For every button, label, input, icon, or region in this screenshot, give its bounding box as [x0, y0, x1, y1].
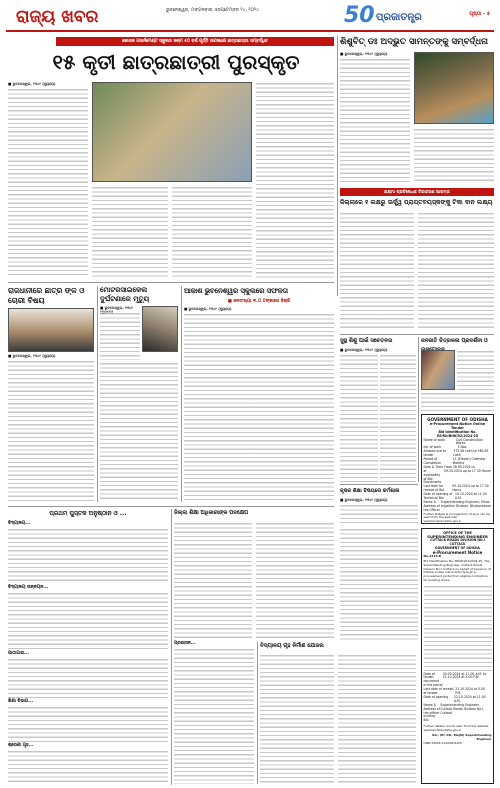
lead-body-col4 — [256, 82, 334, 278]
left-mid-photo — [8, 308, 94, 352]
left-col-sub2: ବିଦ୍ୟାଳୟ ଉନ୍ନୟନ... — [8, 585, 49, 590]
portrait-body-col1 — [457, 350, 494, 390]
ad2-subtitle: CUTTACK ROADS DIVISION NO.I CUTTACK — [430, 538, 485, 546]
right-lower-body — [340, 528, 418, 640]
lead-group-photo — [92, 82, 252, 182]
section-rule — [8, 506, 334, 507]
pipe-dateline: ■ ଭୁବନେଶ୍ୱର, ୨୩।୯ (ବ୍ୟୁରୋ) — [184, 307, 232, 311]
column-rule — [337, 36, 338, 296]
right-dateline: ■ ଭୁବନେଶ୍ୱର, ୨୩।୯ (ବ୍ୟୁରୋ) — [340, 52, 388, 56]
right-body-col2 — [414, 128, 494, 184]
left-col-body2 — [8, 592, 168, 650]
column-rule — [97, 286, 98, 502]
page-number: ପୃଷ୍ଠା - ୫ — [469, 11, 490, 17]
center-mid-dateline: ■ ଭୁବନେଶ୍ୱର, ୨୩।୯ — [100, 306, 133, 310]
portrait-body-col2 — [421, 392, 494, 412]
ad2-oipr: OIPR-34001/11/0002/2425 — [423, 741, 462, 746]
meeting-headline: ଜିଲ୍ଲା ଶିକ୍ଷା ଅଧିକାରୀଙ୍କ ପଦକ୍ଷେପ — [174, 510, 249, 516]
meeting-body-col1 — [174, 522, 252, 640]
column-rule — [181, 286, 182, 502]
vaccine-kicker: ଯକ୍ଷ୍ମା ପ୍ରତିଷେଧକ ଟିକାକରଣ ଆରମ୍ଭ — [340, 188, 494, 196]
vaccine-body-col2 — [418, 212, 494, 330]
ad1-row: Date & Time of availability of Bid Documents From 28.09.2024 to 09.10.2024 up to 17.30 Hours — [423, 464, 491, 485]
rabi-headline: କୃଷକ ଶିକ୍ଷା ବିଷୟରେ କର୍ମଶାଳା — [340, 488, 400, 494]
pipe-headline: ଆକାଶ ଭୁବନେଶ୍ୱର ସ୍କୁଲରେ ସଫଳତା — [184, 287, 288, 295]
portrait-photo — [421, 350, 455, 390]
left-col-sub1: ବିଦ୍ୟାଳୟ... — [8, 521, 31, 526]
lead-body-col2 — [92, 186, 168, 278]
rabi-dateline: ■ ଭୁବନେଶ୍ୱର, ୨୩।୯ (ବ୍ୟୁରୋ) — [340, 498, 388, 502]
ad1-row: Amount put to tender ₹75.58 Lakh to ₹80.85 Lakh — [423, 449, 489, 458]
ad2-row: Date of tender document in the portal 30.09.2024 at 11.00 A.M. to 21.10.2024 at 5.00 P.M. — [423, 671, 487, 688]
dateline-header: ଭୁବନେଶ୍ୱର, ମଙ୍ଗଳବାର, ସେପ୍ଟେମ୍ବର ୨୪, ୨୦୨୪ — [166, 8, 259, 13]
left-col-headline: ପ୍ରଥମ ପୁସ୍ତକ ଅନୁଷ୍ଠାନ ଓ ... — [49, 510, 127, 517]
vaccine-headline: ଜିଲ୍ଲାରେ ୧ ଲକ୍ଷରୁ ଊର୍ଦ୍ଧ୍ୱ ପ୍ରାପ୍ତବୟସ୍କଙ୍କୁ ଟିକା ଦାନ ଲକ୍ଷ୍ୟ — [340, 199, 493, 206]
lead-kicker: କୋଶଳ ଗଭର୍ନମେଣ୍ଟ ସ୍କୁଲର ଜନ୍ମ ୫୦ ବର୍ଷ ପୂର୍ତ୍ତି ଉପଲକ୍ଷେ ଛାତ୍ରଛାତ୍ରୀ ସମ୍ବର୍ଦ୍ଧିତ — [56, 37, 334, 46]
left-col-body5 — [8, 750, 168, 784]
column-rule — [418, 337, 419, 482]
lead-body-col1 — [8, 88, 88, 278]
deceased-photo — [142, 306, 178, 352]
ad2-tender: e-Procurement Notice — [432, 550, 483, 556]
right-headline: ଶିଶୁବିତ୍ ଡଃ ଅଦ୍ଭୁତ ସାମନ୍ତଙ୍କୁ ସମ୍ବର୍ଦ୍ଧନା — [340, 37, 489, 47]
lead-headline: ୧୫ କୃତୀ ଛାତ୍ରଛାତ୍ରୀ ପୁରସ୍କୃତ — [52, 50, 300, 74]
ad1-row: Last date for receipt of Bid 09.10.2024 up to 17.30 Hours — [423, 484, 489, 493]
ad1-gov: GOVERNMENT OF ODISHA — [427, 416, 488, 422]
meeting-body-col3 — [174, 648, 254, 784]
center-mid-headline: ମୋଟରସାଇକେଲ ଦୁର୍ଘଟଣାରେ ମୃତ୍ୟୁ — [100, 286, 150, 303]
tender-ad-2 — [421, 528, 494, 784]
ad2-desc: Bid Identification No. SECRD/01/2024-25. The Superintending Engineer, Cuttack Roads Division No.I, Cuttack on behalf of Governor of Odisha invites online bids through e-procurement portal from eligible contractors for building works. — [423, 559, 491, 582]
ad2-sign: Sd/- (Er. P.K. Majhi) Superintending Engineer — [432, 733, 492, 742]
ad2-footer: Further details can be seen from the website www.tendersodisha.gov.in — [423, 724, 489, 732]
ad2-row: Name & Address of the officer inviting Bid Superintending Engineer, Cuttack Roads Division No.I, Cuttack — [423, 702, 484, 723]
rabi-body — [340, 504, 418, 526]
felicitation-photo — [414, 52, 494, 124]
masthead-logo — [344, 5, 454, 29]
ad2-row: Last date of receipt of tender 21.10.2024 at 5.00 P.M. — [423, 687, 485, 696]
left-col-body4 — [8, 706, 168, 742]
ad1-row: Date of opening of Technical Bid 14.10.2024 at 11.00 A.M. — [423, 492, 487, 501]
lead-body-col3 — [172, 186, 252, 278]
pipe-body — [184, 313, 334, 502]
left-col-body3 — [8, 658, 168, 698]
left-mid-body — [8, 360, 94, 502]
ad1-row: Name of work Civil Construction Works — [423, 437, 484, 446]
tender-ad-1 — [421, 414, 494, 524]
meeting-sub1: ପ୍ରଶାସନ... — [174, 641, 196, 646]
vaccine-body-col1 — [340, 212, 414, 330]
section-rule — [340, 484, 418, 485]
logo-number: 50 — [344, 3, 375, 28]
ad2-office: OFFICE OF THE — [443, 530, 472, 535]
lower-right-headline: ସୁସ୍ଥ ଶିଶୁ ପାଇଁ ସଚେତନତା — [340, 338, 393, 344]
ad2-desc-body — [424, 585, 492, 671]
lead-dateline: ■ ଭୁବନେଶ୍ୱର, ୨୩।୯ (ବ୍ୟୁରୋ) — [8, 82, 56, 86]
lower-right-dateline: ■ ଭୁବନେଶ୍ୱର, ୨୩।୯ (ବ୍ୟୁରୋ) — [340, 348, 388, 352]
left-mid-dateline: ■ ଭୁବନେଶ୍ୱର, ୨୩।୯ (ବ୍ୟୁରୋ) — [8, 354, 56, 358]
lower-right-body-col2 — [380, 354, 416, 482]
lower-right-body-col1 — [340, 354, 378, 482]
left-col-sub5: ଶ୍ରେଣୀ ଗୃହ... — [8, 743, 34, 748]
left-col-sub3: ପାଠାଗାର... — [8, 651, 29, 656]
ad1-sign — [424, 524, 492, 525]
center-mid-body-col2 — [100, 362, 178, 502]
portrait-headline: ଜନଜାତି ଚିତ୍ରକଳା ପ୍ରଦର୍ଶନୀ ଓ — [421, 338, 488, 344]
left-col-body1 — [8, 528, 168, 584]
header-rule — [6, 30, 494, 32]
column-rule — [171, 509, 172, 785]
section-rule — [8, 282, 334, 283]
bottom-mid-body-col2 — [338, 654, 416, 784]
ad2-gov: GOVERNMENT OF ODISHA — [435, 545, 480, 550]
left-mid-headline: ରାଜଧାନୀରେ ଛାତ୍ର ଙ୍କ ଓ ଚୋରୀ ବିଷୟ — [8, 286, 85, 305]
ad1-title: e-Procurement Notice Online Tender — [429, 421, 486, 430]
logo-name: ପ୍ରଜାତନ୍ତ୍ର — [376, 12, 422, 23]
left-col-sub4: ଶିକ୍ଷା ବିଭାଗ... — [8, 699, 34, 704]
ad2-row: Date of opening 22.10.2024 at 11.00 A.M. — [423, 694, 486, 703]
ad1-bid: Bid Identification No. EE/RD/BHN/02/2024-25 — [437, 429, 478, 438]
meeting-body-col2 — [256, 522, 334, 640]
center-mid-body-col1 — [100, 312, 140, 360]
column-rule — [257, 642, 258, 784]
ad1-row: No. of work 3 Nos. — [423, 445, 468, 450]
bottom-mid-headline: ବିଦ୍ୟାଳୟ ଗୃହ ନିର୍ମାଣ ଯୋଜନା — [260, 643, 324, 649]
section-title: ରାଜ୍ୟ ଖବର — [16, 7, 99, 27]
ad1-row: Name & Address of the Officer Superintending Engineer, Minor Irrigation Division, Bhubaneswar — [423, 500, 492, 512]
ad2-notice-no: No.2314-B — [423, 554, 442, 559]
ad1-row: Period of Completion 11 (Eleven) Calendar Months — [423, 457, 486, 465]
bottom-mid-body-col1 — [260, 654, 334, 784]
pipe-kicker: ■ ଜନସଂଖ୍ୟା ୩.୦ ଟଙ୍କାରେ ବିକ୍ରି — [227, 299, 291, 304]
section-rule — [340, 334, 494, 335]
ad1-footer: Further Details & Corrigendum (if any) can be seen from the web site: www.tendersodisha.gov.in — [423, 511, 490, 523]
ad2-title: SUPERINTENDING ENGINEER — [427, 533, 488, 539]
right-body-col1 — [340, 58, 410, 184]
